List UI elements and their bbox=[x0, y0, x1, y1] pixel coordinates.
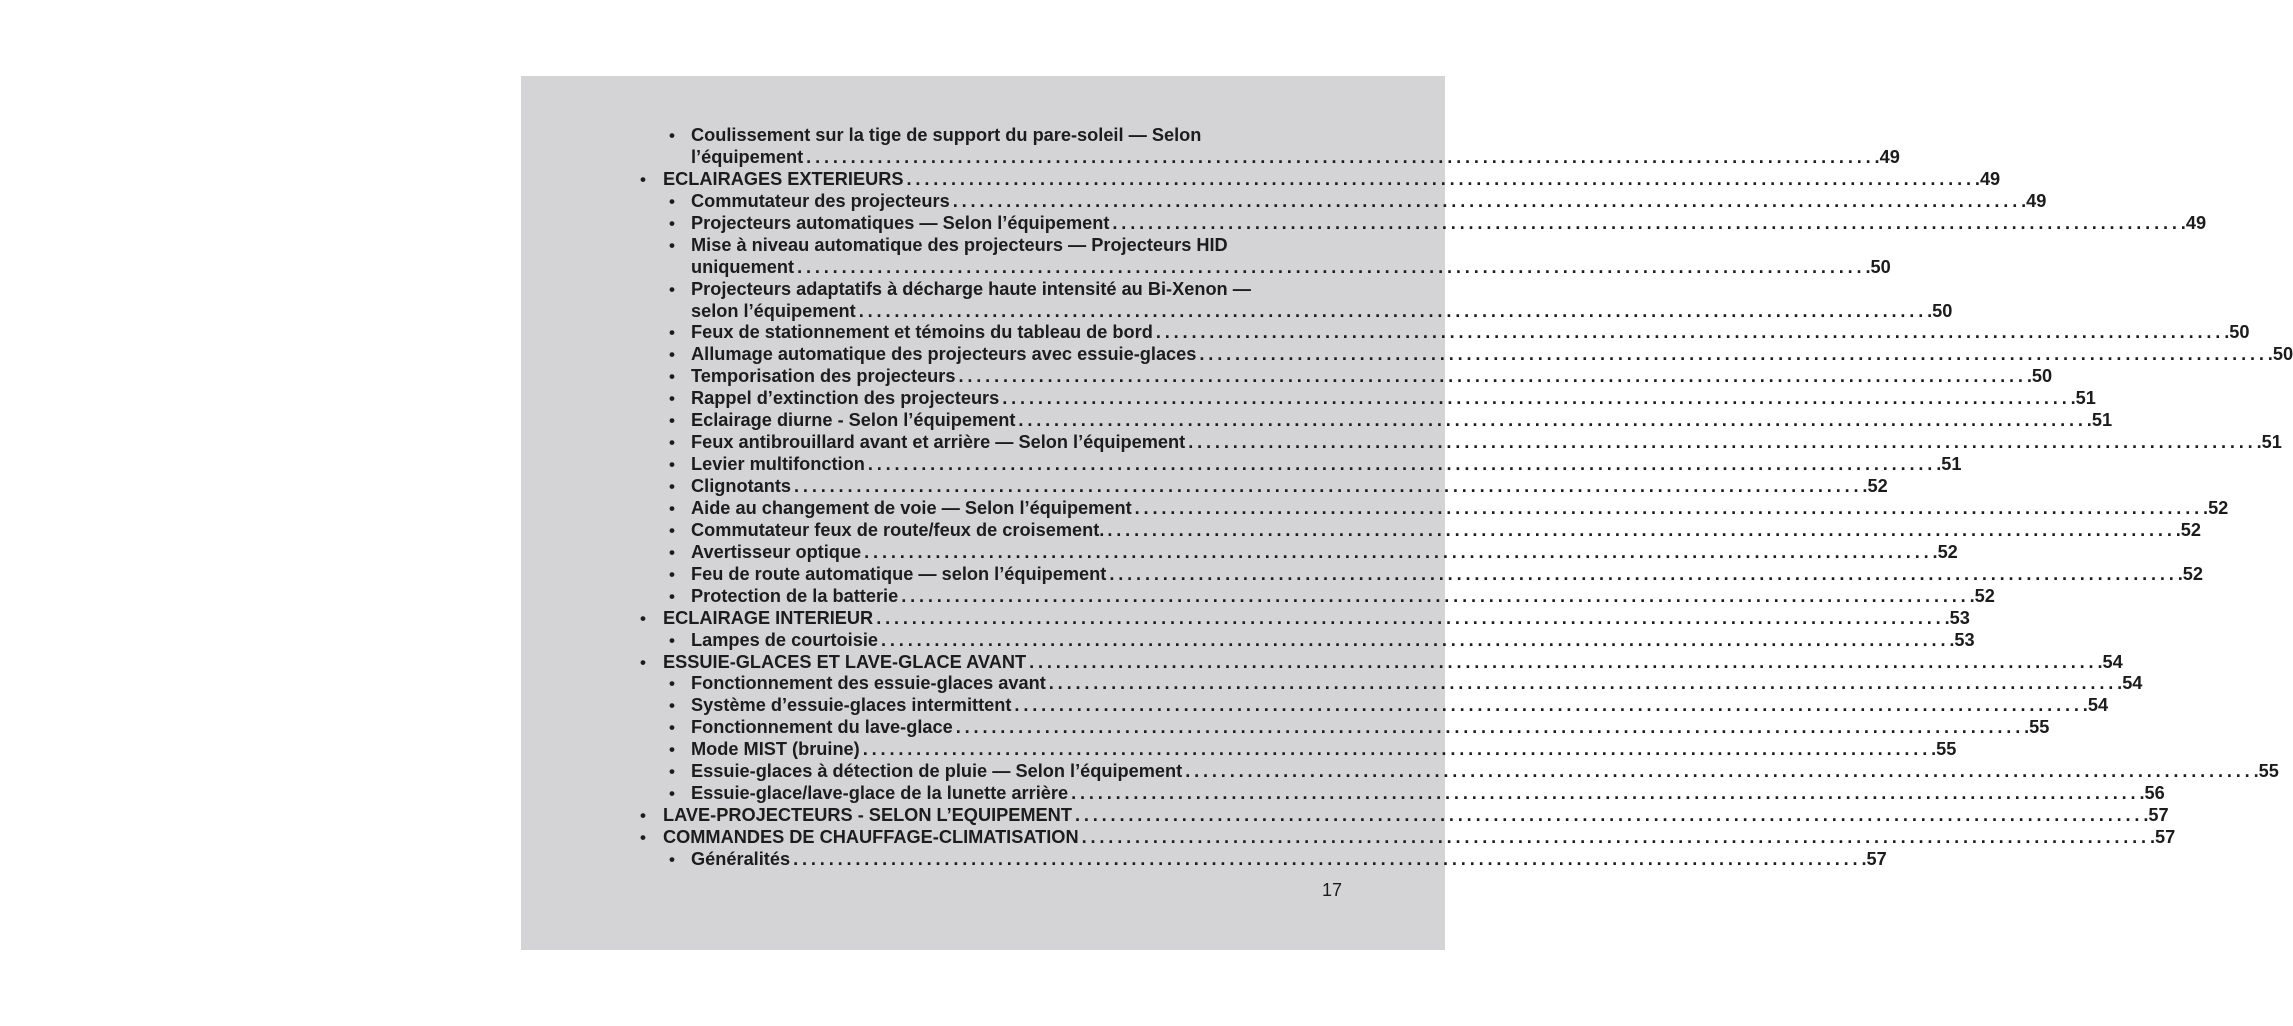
dot-leader: ........................................................................................................................ bbox=[880, 629, 1950, 650]
toc-section-entry[interactable] bbox=[638, 168, 2001, 191]
toc-entry-title: Fonctionnement du lave-glace bbox=[691, 717, 953, 738]
dot-leader: ........................................................................................................................ bbox=[958, 366, 2027, 387]
bullet-icon: • bbox=[669, 323, 675, 343]
dot-leader: ........................................................................................................................ bbox=[862, 739, 1932, 760]
toc-entry-title: Levier multifonction bbox=[691, 454, 865, 475]
bullet-icon: • bbox=[669, 389, 675, 409]
dot-leader: ........................................................................................................................ bbox=[906, 168, 1975, 189]
toc-entry-title: Mise à niveau automatique des projecteurs — Projecteurs HID bbox=[691, 234, 1228, 255]
toc-subsection-entry[interactable] bbox=[638, 344, 2293, 366]
toc-page-ref: .55 bbox=[2024, 717, 2050, 738]
dot-leader: ........................................................................................................................ bbox=[1074, 805, 2144, 826]
toc-page-ref: .50 bbox=[1865, 256, 1891, 277]
toc-subsection-entry[interactable] bbox=[638, 454, 1962, 476]
toc-subsection-entry[interactable] bbox=[638, 695, 2109, 717]
toc-page-ref: .52 bbox=[2175, 519, 2202, 540]
toc-entry-title: Temporisation des projecteurs bbox=[691, 366, 956, 387]
toc-subsection-entry[interactable] bbox=[638, 125, 1900, 169]
toc-subsection-entry[interactable] bbox=[638, 476, 1888, 498]
dot-leader: ........................................................................................................................ bbox=[794, 476, 1863, 496]
toc-section-entry[interactable] bbox=[638, 827, 2176, 849]
bullet-icon: • bbox=[669, 718, 675, 738]
bullet-icon: • bbox=[669, 520, 675, 540]
toc-entry-title: selon l’équipement bbox=[691, 300, 856, 321]
toc-subsection-entry[interactable] bbox=[638, 541, 1958, 564]
toc-subsection-entry[interactable] bbox=[638, 410, 2113, 432]
toc-entry-title: Projecteurs adaptatifs à décharge haute intensité au Bi-Xenon — bbox=[691, 278, 1251, 299]
toc-page-ref: .49 bbox=[1874, 146, 1900, 167]
dot-leader: ........................................................................................................................ bbox=[793, 848, 1862, 869]
toc-page-ref: .54 bbox=[2117, 673, 2143, 694]
toc-subsection-entry[interactable] bbox=[638, 629, 1975, 652]
toc-entry-title: Projecteurs automatiques — Selon l’équipement bbox=[691, 212, 1110, 233]
dot-leader: ........................................................................................................................ bbox=[1134, 497, 2204, 518]
bullet-icon: • bbox=[669, 279, 675, 299]
toc-page-ref: .49 bbox=[2180, 212, 2207, 233]
toc-page-ref: .55 bbox=[2253, 761, 2279, 782]
dot-leader: ........................................................................................................................ bbox=[1107, 519, 2176, 540]
bullet-icon: • bbox=[669, 498, 675, 518]
toc-page-ref: .52 bbox=[1969, 585, 1995, 606]
toc-section-entry[interactable] bbox=[638, 651, 2123, 674]
dot-leader: ........................................................................................................................ bbox=[1002, 388, 2071, 409]
bullet-icon: • bbox=[669, 630, 675, 650]
toc-entry-title: ECLAIRAGE INTERIEUR bbox=[663, 607, 874, 628]
dot-leader: ........................................................................................................................ bbox=[797, 256, 1866, 277]
bullet-icon: • bbox=[669, 126, 675, 145]
bullet-icon: • bbox=[640, 806, 646, 826]
dot-leader: ........................................................................................................................ bbox=[876, 607, 1945, 628]
toc-entry-title: Aide au changement de voie — Selon l’équipement bbox=[691, 497, 1132, 518]
bullet-icon: • bbox=[669, 477, 675, 496]
toc-entry-title: Lampes de courtoisie bbox=[691, 629, 878, 650]
toc-subsection-entry[interactable] bbox=[638, 519, 2202, 542]
toc-entry-title: ECLAIRAGES EXTERIEURS bbox=[663, 168, 904, 189]
toc-page-ref: .54 bbox=[2097, 651, 2123, 672]
toc-entry-title: Coulissement sur la tige de support du pare-soleil — Selon bbox=[691, 125, 1202, 145]
toc-subsection-entry[interactable] bbox=[638, 366, 2053, 388]
toc-page-ref: .57 bbox=[1861, 848, 1887, 869]
dot-leader: ........................................................................................................................ bbox=[1081, 827, 2150, 847]
toc-entry-title: Avertisseur optique bbox=[691, 541, 862, 562]
bullet-icon: • bbox=[669, 564, 675, 584]
bullet-icon: • bbox=[640, 828, 646, 847]
toc-entry-title: Feux de stationnement et témoins du tableau de bord bbox=[691, 322, 1153, 343]
dot-leader: ........................................................................................................................ bbox=[955, 717, 2025, 738]
bullet-icon: • bbox=[669, 235, 675, 255]
toc-entry-title: Rappel d’extinction des projecteurs bbox=[691, 388, 1000, 409]
toc-subsection-entry[interactable] bbox=[638, 432, 2282, 454]
toc-page-ref: .50 bbox=[2267, 344, 2293, 365]
toc-page-ref: .52 bbox=[2203, 497, 2229, 518]
bullet-icon: • bbox=[669, 784, 675, 804]
dot-leader: ........................................................................................................................ bbox=[1048, 673, 2118, 694]
toc-page-ref: .51 bbox=[2086, 410, 2113, 431]
dot-leader: ........................................................................................................................ bbox=[901, 585, 1970, 606]
toc-entry-title: Système d’essuie-glaces intermittent bbox=[691, 695, 1012, 716]
toc-page-ref: .52 bbox=[1862, 476, 1888, 496]
dot-leader: ........................................................................................................................ bbox=[1188, 432, 2257, 453]
toc-page-ref: .50 bbox=[1927, 300, 1953, 321]
bullet-icon: • bbox=[669, 411, 675, 431]
toc-page-ref: .51 bbox=[2256, 432, 2282, 453]
dot-leader: ........................................................................................................................ bbox=[867, 454, 1937, 475]
toc-page-ref: .52 bbox=[1932, 541, 1958, 562]
toc-subsection-entry[interactable] bbox=[638, 717, 2050, 739]
dot-leader: ........................................................................................................................ bbox=[1018, 410, 2087, 431]
toc-subsection-entry[interactable] bbox=[638, 190, 2047, 213]
toc-subsection-entry[interactable] bbox=[638, 563, 2204, 586]
bullet-icon: • bbox=[669, 849, 675, 869]
toc-entry-title: Commutateur feux de route/feux de croisement. bbox=[691, 519, 1105, 540]
bullet-icon: • bbox=[669, 586, 675, 606]
toc-entry-title: Essuie-glaces à détection de pluie — Selon l’équipement bbox=[691, 761, 1183, 782]
toc-entry-title: Allumage automatique des projecteurs avec essuie-glaces bbox=[691, 344, 1197, 365]
toc-subsection-entry[interactable] bbox=[638, 739, 1957, 761]
dot-leader: ........................................................................................................................ bbox=[1109, 563, 2178, 584]
table-of-contents bbox=[638, 125, 2293, 871]
toc-subsection-entry[interactable] bbox=[638, 848, 1887, 871]
toc-subsection-entry[interactable] bbox=[638, 673, 2143, 695]
toc-entry-title: Fonctionnement des essuie-glaces avant bbox=[691, 673, 1046, 694]
dot-leader: ........................................................................................................................ bbox=[952, 190, 2022, 211]
toc-entry-title: COMMANDES DE CHAUFFAGE-CLIMATISATION bbox=[663, 827, 1079, 847]
toc-entry-title: Protection de la batterie bbox=[691, 585, 899, 606]
dot-leader: ........................................................................................................................ bbox=[1071, 783, 2140, 804]
toc-entry-title: Feu de route automatique — selon l’équipement bbox=[691, 563, 1107, 584]
dot-leader: ........................................................................................................................ bbox=[1199, 344, 2268, 365]
toc-page-ref: .51 bbox=[1936, 454, 1962, 475]
toc-subsection-entry[interactable] bbox=[638, 783, 2165, 805]
toc-page-ref: .57 bbox=[2143, 805, 2169, 826]
toc-page-ref: .57 bbox=[2149, 827, 2176, 847]
dot-leader: ........................................................................................................................ bbox=[1014, 695, 2083, 716]
toc-entry-title: Mode MIST (bruine) bbox=[691, 739, 860, 760]
toc-entry-title: Feux antibrouillard avant et arrière — Selon l’équipement bbox=[691, 432, 1186, 453]
toc-page-ref: .50 bbox=[2026, 366, 2053, 387]
toc-page-ref: .54 bbox=[2082, 695, 2109, 716]
bullet-icon: • bbox=[669, 542, 675, 562]
toc-subsection-entry[interactable] bbox=[638, 497, 2229, 520]
dot-leader: ........................................................................................................................ bbox=[806, 146, 1875, 167]
toc-page-ref: .52 bbox=[2177, 563, 2204, 584]
toc-entry-title: Essuie-glace/lave-glace de la lunette arrière bbox=[691, 783, 1069, 804]
bullet-icon: • bbox=[640, 608, 646, 628]
toc-entry-title: Clignotants bbox=[691, 476, 792, 496]
bullet-icon: • bbox=[669, 191, 675, 211]
bullet-icon: • bbox=[640, 169, 646, 189]
dot-leader: ........................................................................................................................ bbox=[1029, 651, 2098, 672]
bullet-icon: • bbox=[669, 345, 675, 365]
dot-leader: ........................................................................................................................ bbox=[1185, 761, 2254, 782]
bullet-icon: • bbox=[669, 674, 675, 694]
dot-leader: ........................................................................................................................ bbox=[1155, 322, 2225, 343]
toc-page-ref: .56 bbox=[2139, 783, 2165, 804]
toc-entry-title: uniquement bbox=[691, 256, 795, 277]
dot-leader: ........................................................................................................................ bbox=[864, 541, 1933, 562]
toc-subsection-entry[interactable] bbox=[638, 278, 1953, 323]
toc-subsection-entry[interactable] bbox=[638, 212, 2207, 235]
toc-subsection-entry[interactable] bbox=[638, 388, 2096, 410]
bullet-icon: • bbox=[669, 367, 675, 387]
toc-subsection-entry[interactable] bbox=[638, 322, 2250, 344]
toc-entry-title: LAVE-PROJECTEURS - SELON L’EQUIPEMENT bbox=[663, 805, 1072, 826]
bullet-icon: • bbox=[669, 455, 675, 475]
toc-subsection-entry[interactable] bbox=[638, 761, 2279, 783]
toc-section-entry[interactable] bbox=[638, 805, 2169, 827]
bullet-icon: • bbox=[669, 762, 675, 782]
toc-page-ref: .50 bbox=[2224, 322, 2250, 343]
toc-subsection-entry[interactable] bbox=[638, 585, 1995, 608]
dot-leader: ........................................................................................................................ bbox=[858, 300, 1928, 321]
page-number: 17 bbox=[1321, 880, 1342, 900]
toc-entry-title: Eclairage diurne - Selon l’équipement bbox=[691, 410, 1016, 431]
bullet-icon: • bbox=[669, 740, 675, 760]
toc-entry-title: Commutateur des projecteurs bbox=[691, 190, 950, 211]
bullet-icon: • bbox=[669, 433, 675, 453]
bullet-icon: • bbox=[669, 213, 675, 233]
toc-entry-title: ESSUIE-GLACES ET LAVE-GLACE AVANT bbox=[663, 651, 1027, 672]
toc-entry-title: l’équipement bbox=[691, 146, 804, 167]
bullet-icon: • bbox=[669, 696, 675, 716]
toc-section-entry[interactable] bbox=[638, 607, 1970, 630]
toc-subsection-entry[interactable] bbox=[638, 234, 1891, 279]
toc-page-ref: .51 bbox=[2070, 388, 2096, 409]
dot-leader: ........................................................................................................................ bbox=[1112, 212, 2181, 233]
toc-page-ref: .53 bbox=[1944, 607, 1970, 628]
toc-entry-title: Généralités bbox=[691, 848, 791, 869]
bullet-icon: • bbox=[640, 652, 646, 672]
toc-page-ref: .49 bbox=[2021, 190, 2047, 211]
toc-page-ref: .55 bbox=[1931, 739, 1957, 760]
toc-page-ref: .49 bbox=[1974, 168, 2001, 189]
toc-page-ref: .53 bbox=[1949, 629, 1975, 650]
